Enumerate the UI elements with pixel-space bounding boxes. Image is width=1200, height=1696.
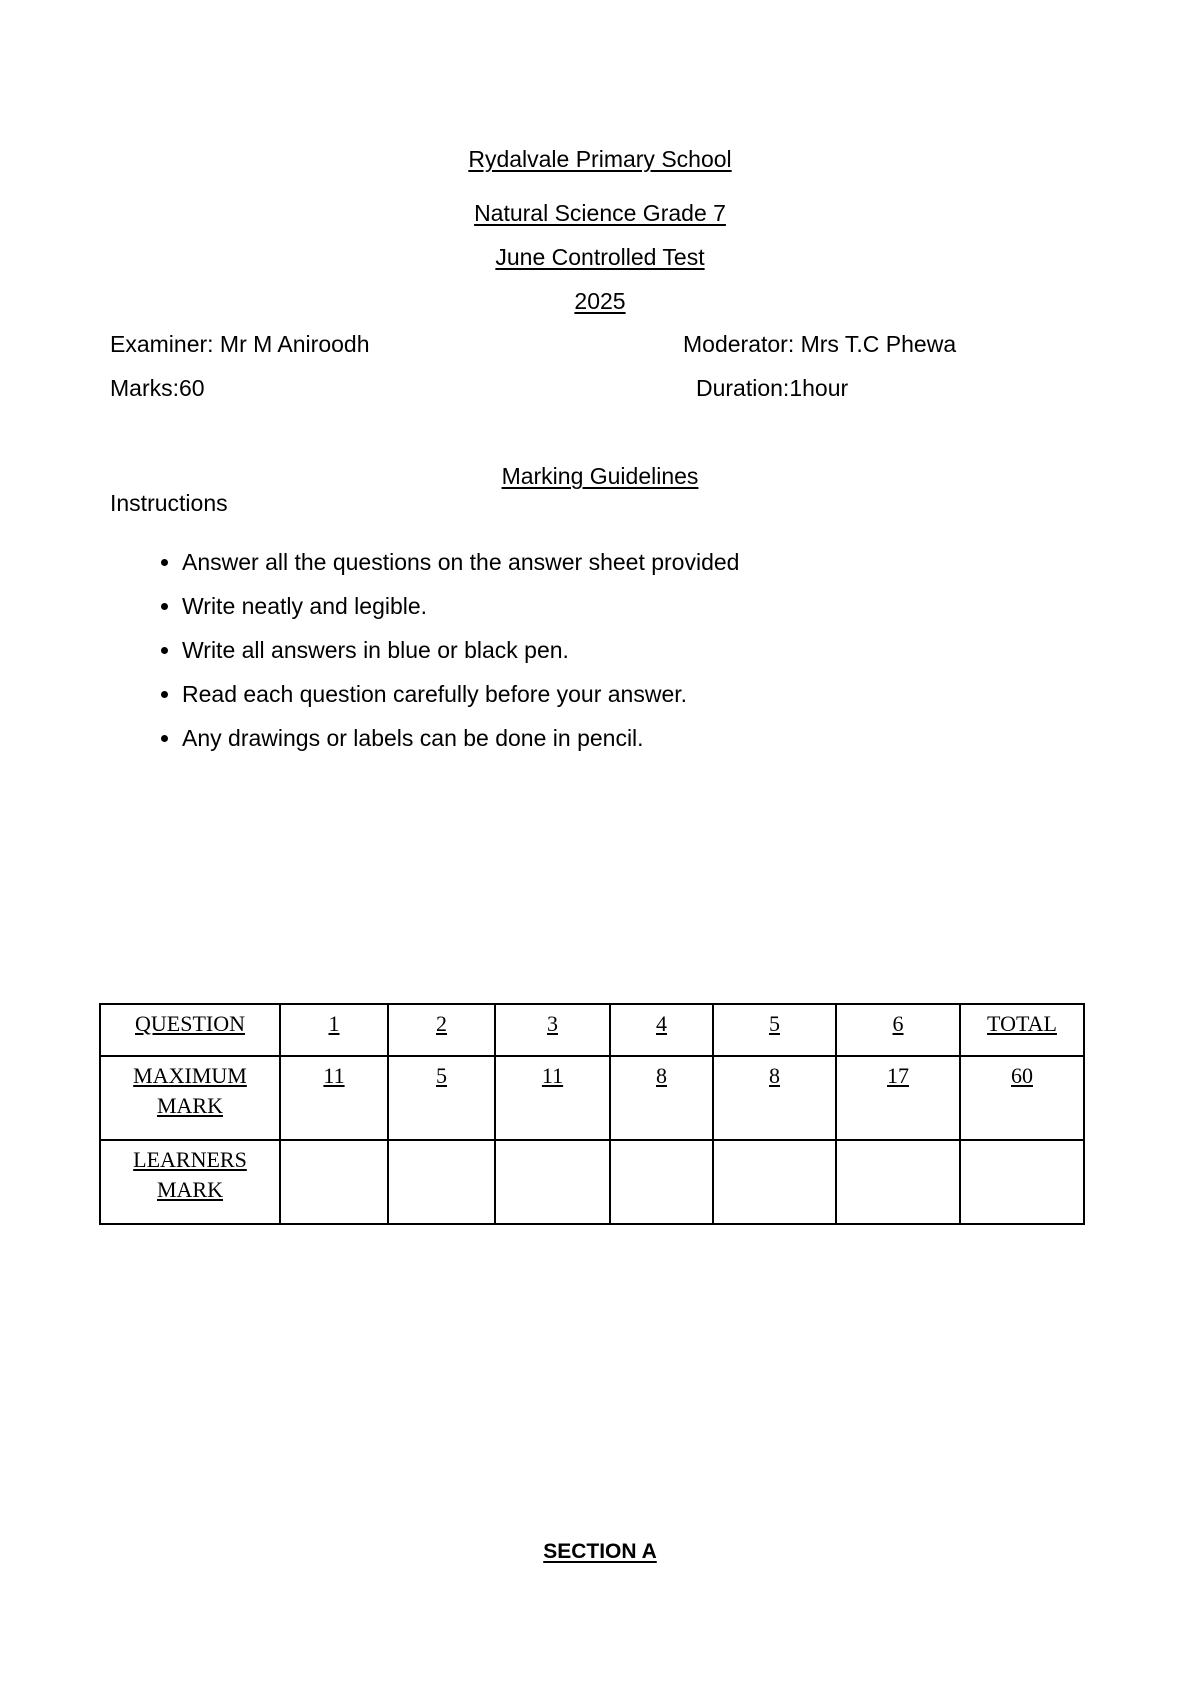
question-number-cell: 4 (610, 1004, 713, 1056)
learner-mark-cell[interactable] (713, 1140, 836, 1224)
instructions-list (110, 540, 739, 760)
test-year: 2025 (574, 288, 626, 314)
learner-mark-cell[interactable] (280, 1140, 388, 1224)
maximum-mark-row (100, 1056, 1084, 1140)
instructions-title: Instructions (110, 490, 228, 516)
learner-mark-cell[interactable] (836, 1140, 960, 1224)
test-title: June Controlled Test (495, 244, 705, 270)
max-mark-cell: 17 (836, 1056, 960, 1140)
max-mark-cell: 11 (495, 1056, 610, 1140)
mark-allocation-table (99, 1003, 1085, 1225)
marks-label: Marks:60 (110, 375, 205, 401)
question-number-cell: 6 (836, 1004, 960, 1056)
instruction-item: • Read each question carefully before your answer. (182, 672, 739, 716)
max-mark-cell: 5 (388, 1056, 495, 1140)
row-label-maximum-mark: MAXIMUM MARK (100, 1056, 280, 1140)
max-mark-cell: 11 (280, 1056, 388, 1140)
learner-mark-cell[interactable] (610, 1140, 713, 1224)
learner-mark-total-cell[interactable] (960, 1140, 1084, 1224)
section-heading: SECTION A (543, 1540, 657, 1563)
learners-mark-row (100, 1140, 1084, 1224)
question-number-cell: 3 (495, 1004, 610, 1056)
question-number-cell: 5 (713, 1004, 836, 1056)
moderator-label: Moderator: Mrs T.C Phewa (683, 331, 957, 357)
examiner-label: Examiner: Mr M Aniroodh (110, 331, 370, 357)
instruction-item: • Answer all the questions on the answer sheet provided (182, 540, 739, 584)
learner-mark-cell[interactable] (388, 1140, 495, 1224)
duration-label: Duration:1hour (696, 375, 849, 401)
question-total-cell: TOTAL (960, 1004, 1084, 1056)
learner-mark-cell[interactable] (495, 1140, 610, 1224)
question-number-cell: 2 (388, 1004, 495, 1056)
instruction-item: • Write neatly and legible. (182, 584, 739, 628)
marking-guidelines-title: Marking Guidelines (501, 463, 699, 489)
question-number-cell: 1 (280, 1004, 388, 1056)
row-label-learners-mark: LEARNERS MARK (100, 1140, 280, 1224)
max-mark-cell: 8 (713, 1056, 836, 1140)
instruction-item: • Write all answers in blue or black pen. (182, 628, 739, 672)
question-row (100, 1004, 1084, 1056)
subject-title: Natural Science Grade 7 (474, 200, 726, 226)
max-mark-total-cell: 60 (960, 1056, 1084, 1140)
school-name: Rydalvale Primary School (468, 146, 732, 172)
max-mark-cell: 8 (610, 1056, 713, 1140)
row-label-question: QUESTION (100, 1004, 280, 1056)
instruction-item: • Any drawings or labels can be done in pencil. (182, 716, 739, 760)
